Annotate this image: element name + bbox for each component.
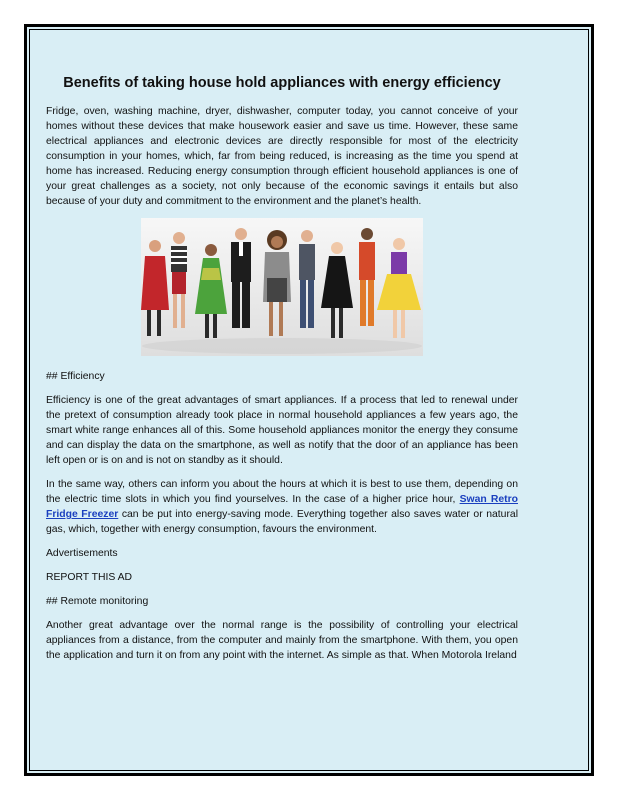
intro-paragraph: Fridge, oven, washing machine, dryer, dishwasher, computer today, you cannot conceive of your homes without these devices that make housework easier and save us time. However, these same electrical appliances and electronic devices are directly responsible for most of the electricity consumption in your homes, which, far from being reduced, is increasing as the time you spend at home has increased. Reducing energy consumption through efficient household appliances is one of your great challenges as a society, not only because of the economic savings it entails but also because of your duty and commitment to the environment and the planet’s health. xyxy=(46,106,518,207)
efficiency-paragraph-2-after: can be put into energy-saving mode. Everything together also saves water or natural gas, which, together with energy consumption, favours the environment. xyxy=(46,509,518,535)
efficiency-heading: ## Efficiency xyxy=(46,371,105,382)
document-content xyxy=(46,74,518,672)
group-photo-illustration xyxy=(141,218,423,356)
remote-monitoring-heading: ## Remote monitoring xyxy=(46,596,149,607)
remote-monitoring-paragraph: Another great advantage over the normal range is the possibility of controlling your electrical appliances from a distance, from the computer and mainly from the smartphone. With them, you open the application and turn it on from any point with the internet. As simple as that. When Motorola Ireland xyxy=(46,620,518,661)
advertisements-label: Advertisements xyxy=(46,548,118,559)
efficiency-paragraph-2-before: In the same way, others can inform you about the hours at which it is best to use them, depending on the electric time slots in which you find yourselves. In the case of a higher price hour, xyxy=(46,479,518,505)
efficiency-paragraph-1: Efficiency is one of the great advantages of smart appliances. If a process that led to renewal under the pretext of consumption already took place in normal household appliances a few years ago, the smart white range enhances all of this. Some household appliances monitor the energy they consume and can display the data on the smartphone, as well as notify that the door of an appliance has been left open or is on and is not on standby as it should. xyxy=(46,395,518,466)
page-title: Benefits of taking house hold appliances with energy efficiency xyxy=(63,75,501,91)
group-photo-image xyxy=(141,218,423,356)
swan-retro-fridge-freezer-link[interactable]: Swan Retro Fridge Freezer xyxy=(46,494,518,520)
report-ad-link[interactable]: REPORT THIS AD xyxy=(46,572,133,583)
efficiency-paragraph-2 xyxy=(46,477,518,537)
